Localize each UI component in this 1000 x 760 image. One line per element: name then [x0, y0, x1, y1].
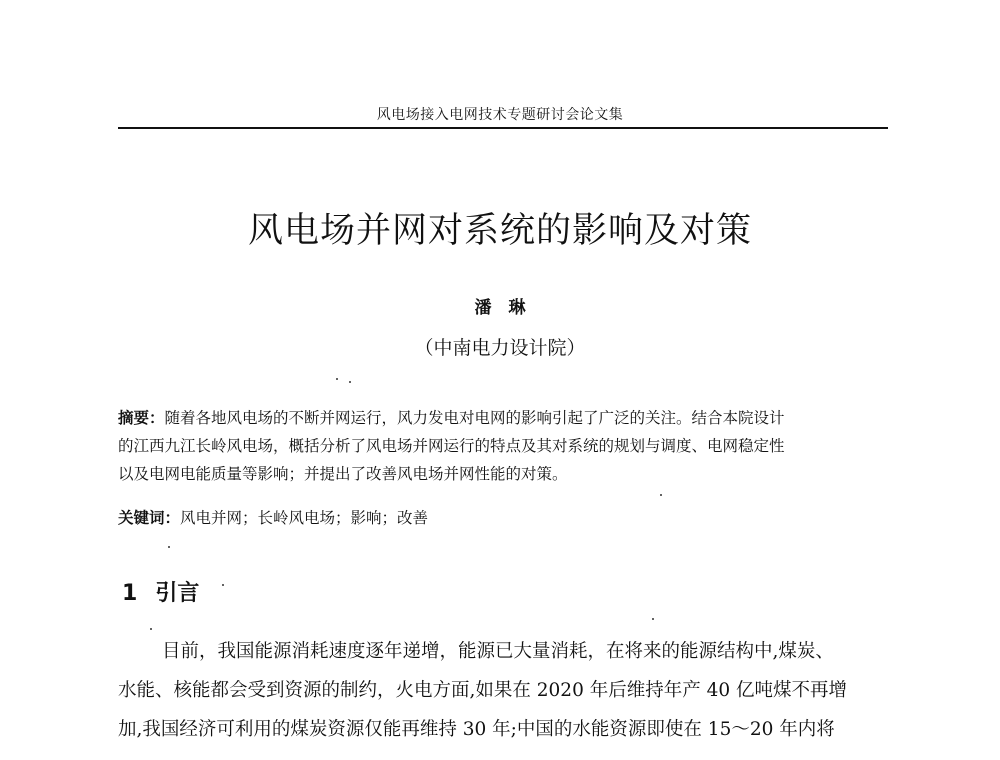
- scan-speck: [336, 378, 338, 380]
- running-header: 风电场接入电网技术专题研讨会论文集: [376, 107, 624, 123]
- abstract: [118, 404, 888, 488]
- scan-speck: [222, 584, 224, 586]
- body-line-1: 目前，我国能源消耗速度逐年递增，能源已大量消耗，在将来的能源结构中,煤炭、: [162, 641, 834, 662]
- body-paragraph: [118, 632, 888, 749]
- scan-speck: [349, 381, 351, 383]
- section-heading: [122, 576, 199, 607]
- abstract-line-1: 摘要：随着各地风电场的不断并网运行，风力发电对电网的影响引起了广泛的关注。结合本院设计: [118, 409, 785, 427]
- abstract-line-2: 的江西九江长岭风电场，概括分析了风电场并网运行的特点及其对系统的规划与调度、电网稳定性: [118, 437, 785, 455]
- section-number: 1: [122, 581, 138, 606]
- keywords-label: 关键词：: [118, 509, 181, 527]
- section-title: 引言: [155, 581, 200, 606]
- author-affiliation: （中南电力设计院）: [414, 337, 586, 359]
- scan-speck: [168, 546, 170, 548]
- scan-speck: [660, 494, 662, 496]
- abstract-label: 摘要：: [118, 409, 165, 427]
- scan-speck: [652, 618, 654, 620]
- body-line-3: 加,我国经济可利用的煤炭资源仅能再维持 30 年;中国的水能资源即使在 15～20 年内将: [118, 719, 835, 740]
- keywords: [118, 506, 888, 530]
- header-rule: [118, 127, 888, 129]
- keywords-text: 风电并网；长岭风电场；影响；改善: [180, 509, 429, 527]
- paper-title: 风电场并网对系统的影响及对策: [247, 211, 752, 251]
- paper-author: 潘 琳: [474, 298, 526, 318]
- scan-speck: [150, 628, 152, 630]
- abstract-line-3: 以及电网电能质量等影响；并提出了改善风电场并网性能的对策。: [118, 465, 568, 483]
- body-line-2: 水能、核能都会受到资源的制约，火电方面,如果在 2020 年后维持年产 40 亿吨煤不再增: [118, 680, 848, 701]
